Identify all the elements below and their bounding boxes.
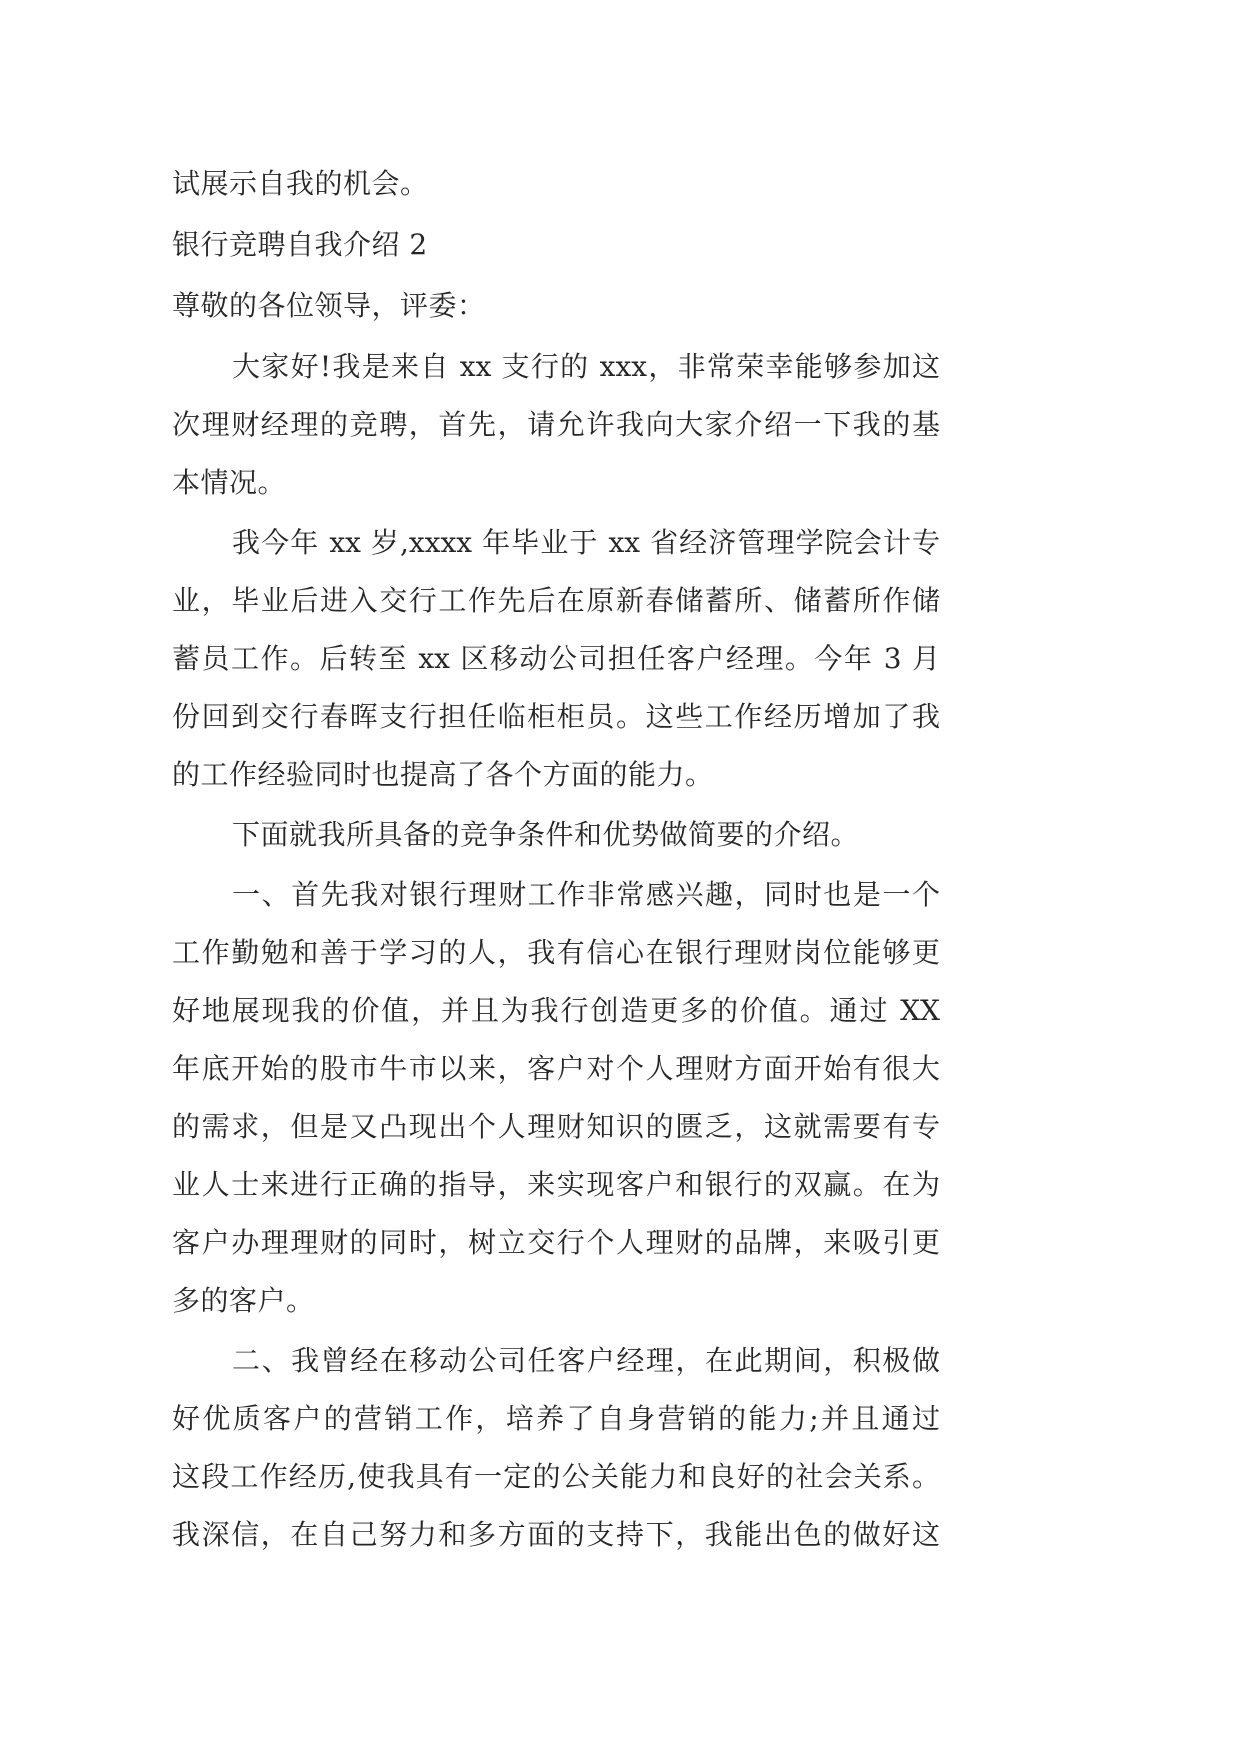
text-line: 业人士来进行正确的指导，来实现客户和银行的双赢。在为 <box>172 1168 940 1201</box>
text-line: 工作勤勉和善于学习的人，我有信心在银行理财岗位能够更 <box>172 936 940 969</box>
text-line: 年底开始的股市牛市以来，客户对个人理财方面开始有很大 <box>172 1052 940 1085</box>
text-line: 多的客户。 <box>172 1284 315 1317</box>
text-line: 一、首先我对银行理财工作非常感兴趣，同时也是一个 <box>232 878 940 911</box>
salutation: 尊敬的各位领导，评委： <box>172 289 486 322</box>
paragraph-introduction <box>172 338 940 512</box>
text-line: 本情况。 <box>172 466 287 499</box>
text-line: 好地展现我的价值，并且为我行创造更多的价值。通过 XX <box>172 994 940 1027</box>
text-line: 大家好!我是来自 xx 支行的 xxx，非常荣幸能够参加这 <box>232 350 940 383</box>
document-body <box>172 153 940 1564</box>
text-line: 业，毕业后进入交行工作先后在原新春储蓄所、储蓄所作储 <box>172 584 940 617</box>
text-line: 客户办理理财的同时，树立交行个人理财的品牌，来吸引更 <box>172 1226 940 1259</box>
text-line: 蓄员工作。后转至 xx 区移动公司担任客户经理。今年 3 月 <box>172 642 940 675</box>
text-line: 下面就我所具备的竞争条件和优势做简要的介绍。 <box>232 818 860 851</box>
paragraph-point-two <box>172 1332 940 1564</box>
text-line: 次理财经理的竞聘，首先，请允许我向大家介绍一下我的基 <box>172 408 940 441</box>
text-line: 好优质客户的营销工作，培养了自身营销的能力;并且通过 <box>172 1402 940 1435</box>
paragraph-point-one <box>172 866 940 1330</box>
section-heading: 银行竞聘自我介绍 2 <box>172 228 428 261</box>
paragraph-background <box>172 514 940 804</box>
text-line: 的需求，但是又凸现出个人理财知识的匮乏，这就需要有专 <box>172 1110 940 1143</box>
document-header-block <box>172 153 940 336</box>
text-line: 我深信，在自己努力和多方面的支持下，我能出色的做好这 <box>172 1518 940 1551</box>
text-line: 的工作经验同时也提高了各个方面的能力。 <box>172 758 714 791</box>
text-line: 份回到交行春晖支行担任临柜柜员。这些工作经历增加了我 <box>172 700 940 733</box>
text-line: 二、我曾经在移动公司任客户经理，在此期间，积极做 <box>232 1344 940 1377</box>
text-line: 我今年 xx 岁,xxxx 年毕业于 xx 省经济管理学院会计专 <box>232 526 940 559</box>
paragraph-transition <box>172 806 940 864</box>
text-line: 这段工作经历,使我具有一定的公关能力和良好的社会关系。 <box>172 1460 940 1493</box>
continuation-line: 试展示自我的机会。 <box>172 167 429 200</box>
